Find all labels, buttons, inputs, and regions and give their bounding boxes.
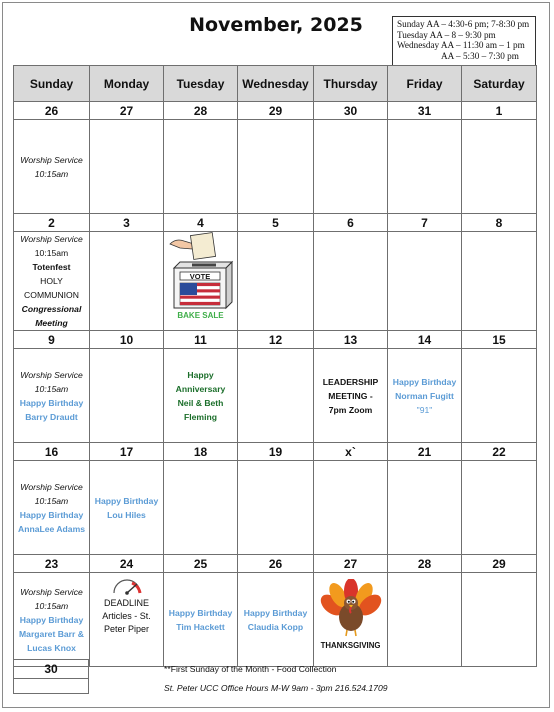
day-cell <box>238 573 314 667</box>
day-cell <box>164 349 238 443</box>
day-cell <box>462 573 537 667</box>
date-number: 11 <box>164 331 238 349</box>
day-cell <box>238 232 314 331</box>
ballot-box-icon <box>166 232 236 312</box>
event-text: 10:15am <box>34 248 69 258</box>
birthday-text: Tim Hackett <box>176 621 225 632</box>
event-text: Totenfest <box>32 262 71 272</box>
birthday-text: AnnaLee Adams <box>17 523 86 534</box>
date-number: 17 <box>90 443 164 461</box>
birthday-text: Lou Hiles <box>107 509 146 520</box>
date-row <box>14 102 537 120</box>
date-number: 18 <box>164 443 238 461</box>
anniversary-text: Fleming <box>184 411 217 422</box>
aa-wednesday-evening: AA – 5:30 – 7:30 pm <box>441 51 519 62</box>
day-cell <box>314 232 388 331</box>
turkey-icon <box>318 579 384 639</box>
event-text: Articles - St. <box>102 611 151 621</box>
day-cell <box>314 349 388 443</box>
aa-schedule-box <box>392 16 536 66</box>
day-cell <box>90 349 164 443</box>
day-cell <box>164 120 238 214</box>
birthday-text: Norman Fugitt <box>395 390 454 401</box>
date-number: 28 <box>164 102 238 120</box>
day-header-monday: Monday <box>90 66 164 102</box>
vote-label: VOTE <box>189 272 210 281</box>
date-number: 28 <box>388 555 462 573</box>
day-cell <box>13 678 89 694</box>
event-text: DEADLINE <box>103 598 149 608</box>
date-number: 13 <box>314 331 388 349</box>
birthday-text: Happy Birthday <box>94 495 159 506</box>
event-row <box>14 120 537 214</box>
event-text: HOLY COMMUNION <box>24 276 79 300</box>
weekday-header-row <box>14 66 537 102</box>
bake-sale-label: BAKE SALE <box>177 311 224 320</box>
event-text: Worship Service <box>20 586 83 597</box>
date-number: 24 <box>90 555 164 573</box>
aa-sunday: Sunday AA – 4:30-6 pm; 7-8:30 pm <box>397 19 530 29</box>
day-cell <box>90 120 164 214</box>
event-text: 10:15am <box>34 495 69 506</box>
day-cell <box>388 573 462 667</box>
day-cell <box>388 461 462 555</box>
event-text: Meeting <box>35 318 68 328</box>
thanksgiving-label: THANKSGIVING <box>320 641 381 650</box>
date-number: 6 <box>314 214 388 232</box>
event-text: Worship Service <box>20 481 83 492</box>
event-text: Worship Service <box>20 369 83 380</box>
date-number: 19 <box>238 443 314 461</box>
day-header-sunday: Sunday <box>14 66 90 102</box>
birthday-text: Happy Birthday <box>168 607 233 618</box>
day-cell <box>14 120 90 214</box>
event-text: 10:15am <box>34 383 69 394</box>
date-number: 21 <box>388 443 462 461</box>
day-cell <box>90 232 164 331</box>
day-cell <box>164 573 238 667</box>
birthday-text: Happy Birthday <box>243 607 308 618</box>
event-text: 7pm Zoom <box>328 404 373 415</box>
date-number: 5 <box>238 214 314 232</box>
day-cell <box>14 573 90 667</box>
day-cell <box>314 573 388 667</box>
day-cell <box>14 349 90 443</box>
day-cell <box>462 232 537 331</box>
date-number: 8 <box>462 214 537 232</box>
page-title: November, 2025 <box>189 14 363 36</box>
day-cell <box>388 232 462 331</box>
footer-note: **First Sunday of the Month - Food Collection <box>164 664 337 674</box>
date-row <box>14 443 537 461</box>
day-cell <box>462 461 537 555</box>
birthday-text: "91" <box>416 404 433 415</box>
day-cell <box>238 349 314 443</box>
date-number: 22 <box>462 443 537 461</box>
birthday-text: Barry Draudt <box>25 411 78 422</box>
date-number: 3 <box>90 214 164 232</box>
date-number: 10 <box>90 331 164 349</box>
birthday-text: Happy Birthday <box>19 397 84 408</box>
day-cell <box>314 461 388 555</box>
event-text: MEETING - <box>328 390 373 401</box>
day-cell <box>90 573 164 667</box>
day-header-friday: Friday <box>388 66 462 102</box>
birthday-text: Happy Birthday <box>19 509 84 520</box>
date-number: 7 <box>388 214 462 232</box>
day-cell <box>14 232 90 331</box>
date-number: 26 <box>238 555 314 573</box>
birthday-text: Claudia Kopp <box>247 621 304 632</box>
date-row <box>14 331 537 349</box>
day-cell <box>238 461 314 555</box>
event-row <box>14 232 537 331</box>
date-number: 29 <box>462 555 537 573</box>
birthday-text: Lucas Knox <box>27 642 76 653</box>
event-row <box>14 349 537 443</box>
day-cell <box>164 461 238 555</box>
date-number: x` <box>314 443 388 461</box>
date-number: 27 <box>314 555 388 573</box>
date-row <box>14 555 537 573</box>
anniversary-text: Anniversary <box>175 383 226 394</box>
date-number: 4 <box>164 214 238 232</box>
day-cell <box>90 461 164 555</box>
day-header-tuesday: Tuesday <box>164 66 238 102</box>
date-number: 1 <box>462 102 537 120</box>
event-text: Worship Service <box>20 154 83 165</box>
event-text: 10:15am <box>34 600 69 611</box>
date-number-30: 30 <box>13 659 89 679</box>
day-header-wednesday: Wednesday <box>238 66 314 102</box>
aa-wednesday: Wednesday AA – 11:30 am – 1 pm <box>397 40 525 51</box>
anniversary-text: Neil & Beth <box>177 397 224 408</box>
event-text: 10:15am <box>34 168 69 179</box>
day-cell <box>462 349 537 443</box>
day-cell <box>14 461 90 555</box>
event-row <box>14 461 537 555</box>
day-cell <box>314 120 388 214</box>
day-cell <box>388 349 462 443</box>
date-number: 9 <box>14 331 90 349</box>
event-text: Peter Piper <box>103 624 150 634</box>
deadline-gauge-icon <box>110 575 144 597</box>
date-row <box>14 214 537 232</box>
day-cell <box>164 232 238 331</box>
day-header-thursday: Thursday <box>314 66 388 102</box>
date-number: 27 <box>90 102 164 120</box>
event-text: LEADERSHIP <box>322 376 379 387</box>
day-cell <box>388 120 462 214</box>
anniversary-text: Happy <box>187 369 214 380</box>
date-number: 12 <box>238 331 314 349</box>
birthday-text: Happy Birthday <box>392 376 457 387</box>
date-number: 15 <box>462 331 537 349</box>
day-header-saturday: Saturday <box>462 66 537 102</box>
footer-office-hours: St. Peter UCC Office Hours M-W 9am - 3pm 216.524.1709 <box>164 683 388 693</box>
date-number: 14 <box>388 331 462 349</box>
event-text: Worship Service <box>20 234 83 244</box>
date-number: 25 <box>164 555 238 573</box>
birthday-text: Margaret Barr & <box>19 628 84 639</box>
date-number: 29 <box>238 102 314 120</box>
event-row <box>14 573 537 667</box>
calendar-grid <box>13 65 537 667</box>
date-number: 2 <box>14 214 90 232</box>
event-text: Congressional <box>21 304 82 314</box>
date-number: 30 <box>314 102 388 120</box>
date-number: 31 <box>388 102 462 120</box>
day-cell <box>238 120 314 214</box>
aa-tuesday: Tuesday AA – 8 – 9:30 pm <box>397 29 496 40</box>
date-number: 23 <box>14 555 90 573</box>
date-number: 16 <box>14 443 90 461</box>
date-number: 26 <box>14 102 90 120</box>
day-cell <box>462 120 537 214</box>
birthday-text: Happy Birthday <box>19 614 84 625</box>
